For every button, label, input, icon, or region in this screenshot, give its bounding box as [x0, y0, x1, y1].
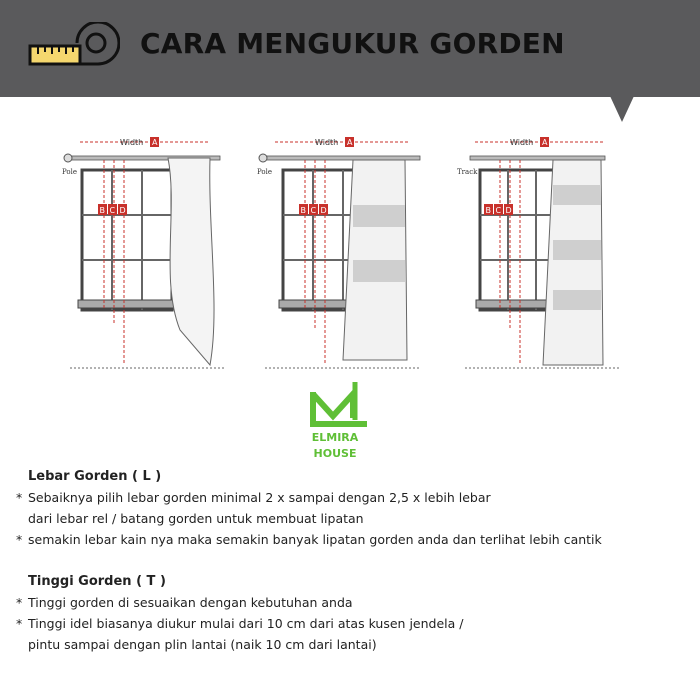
list-item-text: semakin lebar kain nya maka semakin banyak lipatan gorden anda dan terlihat lebih cantik [28, 532, 602, 547]
svg-text:B: B [485, 206, 491, 215]
list-item-text: pintu sampai dengan plin lantai (naik 10 cm dari lantai) [28, 637, 377, 652]
curtain-diagram-pole-2 [255, 130, 435, 375]
curtain-diagram-track [455, 130, 635, 375]
svg-text:Width: Width [315, 138, 339, 147]
banner-pointer [610, 96, 634, 122]
list-item [16, 487, 686, 529]
section-title-tinggi: Tinggi Gorden ( T ) [28, 574, 166, 589]
logo-line-2: HOUSE [313, 447, 357, 460]
svg-text:A: A [152, 138, 158, 147]
svg-text:Width: Width [120, 138, 144, 147]
bullet-star: * [16, 616, 23, 631]
svg-text:C: C [495, 206, 502, 215]
list-item [16, 592, 686, 613]
bullet-star: * [16, 595, 23, 610]
list-item-text: dari lebar rel / batang gorden untuk membuat lipatan [28, 511, 364, 526]
svg-text:A: A [542, 138, 548, 147]
page-title: CARA MENGUKUR GORDEN [140, 27, 565, 60]
svg-text:C: C [109, 206, 116, 215]
svg-text:D: D [119, 206, 126, 215]
bullet-star: * [16, 490, 23, 505]
bullet-star: * [16, 532, 23, 547]
svg-text:D: D [320, 206, 327, 215]
list-item [16, 529, 686, 550]
svg-text:C: C [310, 206, 317, 215]
measuring-tape-icon [28, 22, 120, 72]
logo-text [305, 430, 365, 462]
measurement-notes [16, 466, 686, 655]
svg-text:D: D [505, 206, 512, 215]
list-item-text: Tinggi gorden di sesuaikan dengan kebutuhan anda [28, 595, 353, 610]
svg-text:Width: Width [510, 138, 534, 147]
svg-text:Pole: Pole [62, 168, 78, 176]
list-item-text: Sebaiknya pilih lebar gorden minimal 2 x sampai dengan 2,5 x lebih lebar [28, 490, 491, 505]
logo-line-1: ELMIRA [311, 431, 359, 444]
svg-text:Pole: Pole [257, 168, 273, 176]
list-item-text: Tinggi idel biasanya diukur mulai dari 10 cm dari atas kusen jendela / [28, 616, 464, 631]
curtain-diagram-pole-1 [60, 130, 240, 375]
svg-text:B: B [300, 206, 306, 215]
list-item [16, 613, 686, 655]
section-title-lebar: Lebar Gorden ( L ) [28, 469, 162, 484]
svg-text:B: B [99, 206, 105, 215]
svg-text:A: A [347, 138, 353, 147]
svg-text:Track: Track [457, 168, 478, 176]
